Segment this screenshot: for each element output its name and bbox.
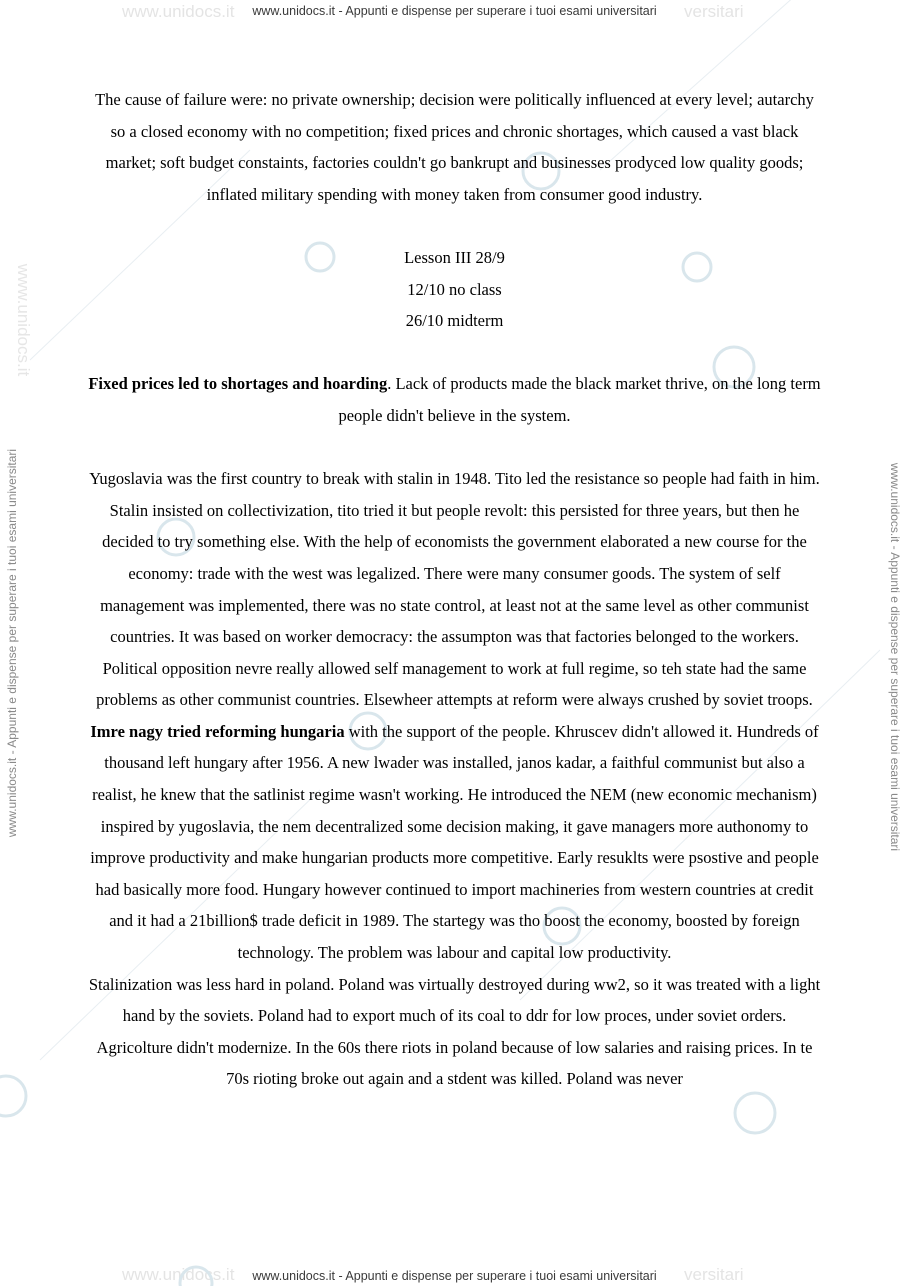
watermark-side-left: www.unidocs.it - Appunti e dispense per superare i tuoi esami universitari [5,448,19,838]
watermark-ghost-bottom-right: versitari [684,1265,744,1284]
schedule-no-class: 12/10 no class [407,279,502,299]
document-body [86,84,823,1095]
watermark-ghost-bottom-left: www.unidocs.it [122,1265,235,1284]
schedule-midterm: 26/10 midterm [405,311,504,331]
watermark-banner-top: www.unidocs.it - Appunti e dispense per superare i tuoi esami universitari [252,4,657,18]
bold-imre-nagy: Imre nagy tried reforming hungaria [90,721,345,741]
paragraph-hungary-text: with the support of the people. Khruscev didn't allowed it. Hundreds of thousand left hungary after 1956. A new lwader was installed, janos kadar, a faithful communist but also a realist, he knew that the satlinist regime wasn't working. He introduced the NEM (new economic mechanism) inspired by yugoslavia, the nem decentralized some decision making, it gave managers more authonomy to improve productivity and make hungarian products more competitive. Early resuklts were psostive and people had basically more food. Hungary however continued to import machineries from western countries at credit and it had a 21billion$ trade deficit in 1989. The startegy was tho boost the economy, boosted by foreign technology. The problem was labour and capital low productivity. [90,721,819,963]
watermark-ghost-top-right: versitari [684,2,744,21]
paragraph-fixed-prices [86,368,823,431]
paragraph-failure-causes: The cause of failure were: no private ownership; decision were politically influenced at every level; autarchy so a closed economy with no competition; fixed prices and chronic shortages, which caused a vast black market; soft budget constaints, factories couldn't go bankrupt and businesses prodyced low quality goods; inflated military spending with money taken from consumer good industry. [95,90,814,204]
lesson-header: Lesson III 28/9 [404,247,505,267]
paragraph-fixed-prices-text: . Lack of products made the black market thrive, on the long term people didn't believe in the system. [338,374,821,425]
watermark-ghost-top-left: www.unidocs.it [122,2,235,21]
paragraph-yugoslavia-hungary [86,463,823,969]
paragraph-poland: Stalinization was less hard in poland. Poland was virtually destroyed during ww2, so it was treated with a light hand by the soviets. Poland had to export much of its coal to ddr for low proces, under soviet orders. Agricolture didn't modernize. In the 60s there riots in poland because of low salaries and raising prices. In te 70s rioting broke out again and a stdent was killed. Poland was never [88,974,821,1089]
watermark-side-ghost-left: www.unidocs.it [14,263,33,377]
bold-fixed-prices: Fixed prices led to shortages and hoarding [88,374,388,394]
watermark-side-right: www.unidocs.it - Appunti e dispense per superare i tuoi esami universitari [888,462,902,852]
paragraph-yugoslavia-text: Yugoslavia was the first country to break with stalin in 1948. Tito led the resistance so people had faith in him. Stalin insisted on collectivization, tito tried it but people revolt: this persisted for three years, but then he decided to try something else. With the help of economists the government elaborated a new course for the economy: trade with the west was legalized. There were many consumer goods. The system of self management was implemented, there was no state control, at least not at the same level as other communist countries. It was based on worker democracy: the assumpton was that factories belonged to the workers. Political opposition nevre really allowed self management to work at full regime, so teh state had the same problems as other communist countries. Elsewheer attempts at reform were always crushed by soviet troops. [89,469,820,710]
watermark-banner-bottom: www.unidocs.it - Appunti e dispense per superare i tuoi esami universitari [252,1269,657,1283]
